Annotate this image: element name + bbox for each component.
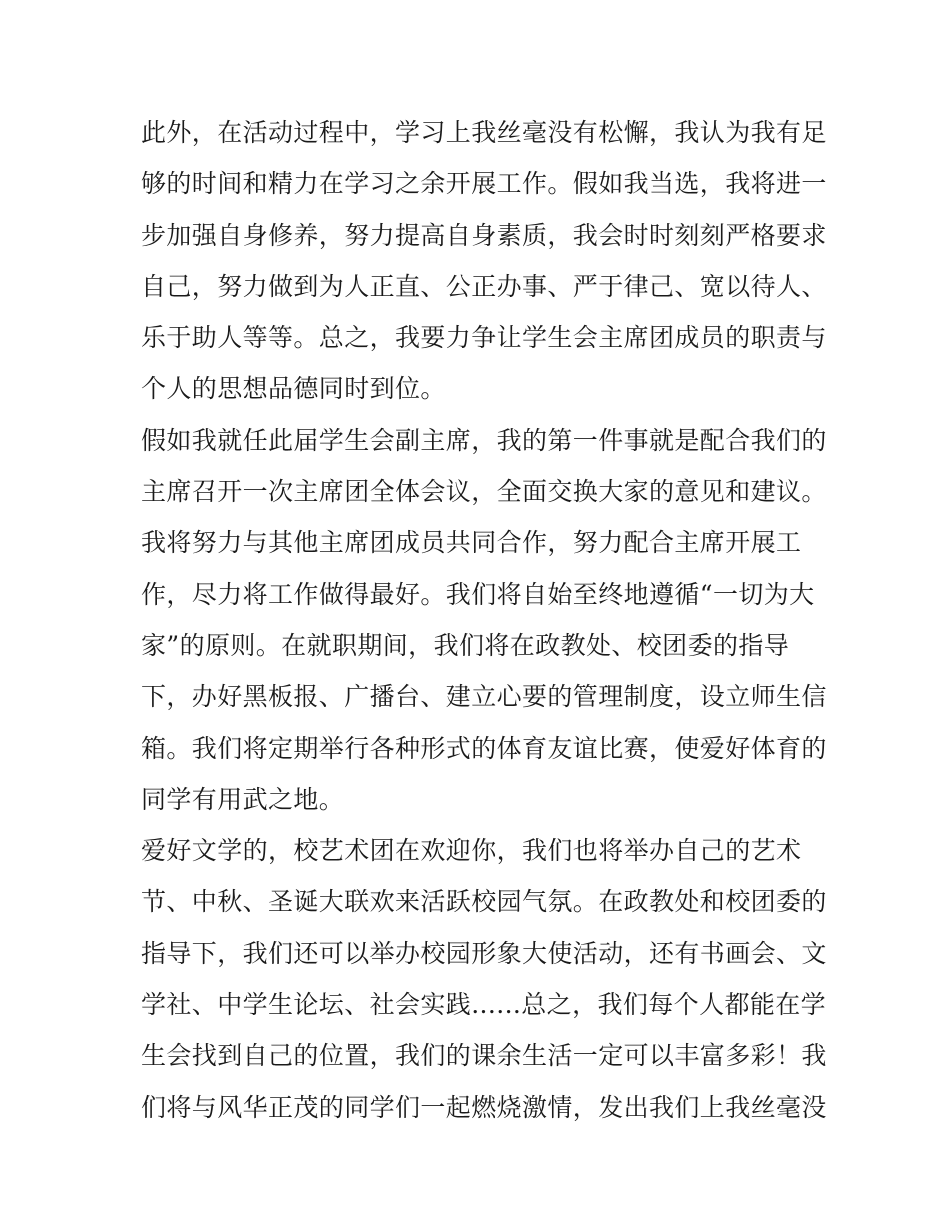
text-line: 同学有用武之地。 <box>141 784 345 814</box>
text-line: 乐于助人等等。总之，我要力争让学生会主席团成员的职责与 <box>141 323 827 353</box>
text-line: 假如我就任此届学生会副主席，我的第一件事就是配合我们的 <box>141 425 827 455</box>
text-line: 下，办好黑板报、广播台、建立心要的管理制度，设立师生信 <box>141 682 827 712</box>
text-line: 家”的原则。在就职期间，我们将在政教处、校团委的指导 <box>141 630 790 660</box>
text-line: 指导下，我们还可以举办校园形象大使活动，还有书画会、文 <box>141 938 827 968</box>
text-line: 作，尽力将工作做得最好。我们将自始至终地遵循“一切为大 <box>141 579 815 609</box>
text-line: 步加强自身修养，努力提高自身素质，我会时时刻刻严格要求 <box>141 220 827 250</box>
text-line: 爱好文学的，校艺术团在欢迎你，我们也将举办自己的艺术 <box>141 836 802 866</box>
document-body <box>141 107 827 1133</box>
text-line: 主席召开一次主席团全体会议，全面交换大家的意见和建议。 <box>141 477 827 507</box>
text-line: 个人的思想品德同时到位。 <box>141 374 446 404</box>
text-line: 自己，努力做到为人正直、公正办事、严于律己、宽以待人、 <box>141 271 827 301</box>
text-line: 们将与风华正茂的同学们一起燃烧激情，发出我们上我丝毫没 <box>141 1092 827 1122</box>
text-line: 学社、中学生论坛、社会实践......总之，我们每个人都能在学 <box>141 990 827 1020</box>
text-line: 够的时间和精力在学习之余开展工作。假如我当选，我将进一 <box>141 169 827 199</box>
text-line: 我将努力与其他主席团成员共同合作，努力配合主席开展工 <box>141 528 802 558</box>
text-line: 此外，在活动过程中，学习上我丝毫没有松懈，我认为我有足 <box>141 118 827 147</box>
text-line: 生会找到自己的位置，我们的课余生活一定可以丰富多彩！我 <box>141 1041 827 1071</box>
text-line: 节、中秋、圣诞大联欢来活跃校园气氛。在政教处和校团委的 <box>141 887 827 917</box>
text-line: 箱。我们将定期举行各种形式的体育友谊比赛，使爱好体育的 <box>141 733 827 763</box>
